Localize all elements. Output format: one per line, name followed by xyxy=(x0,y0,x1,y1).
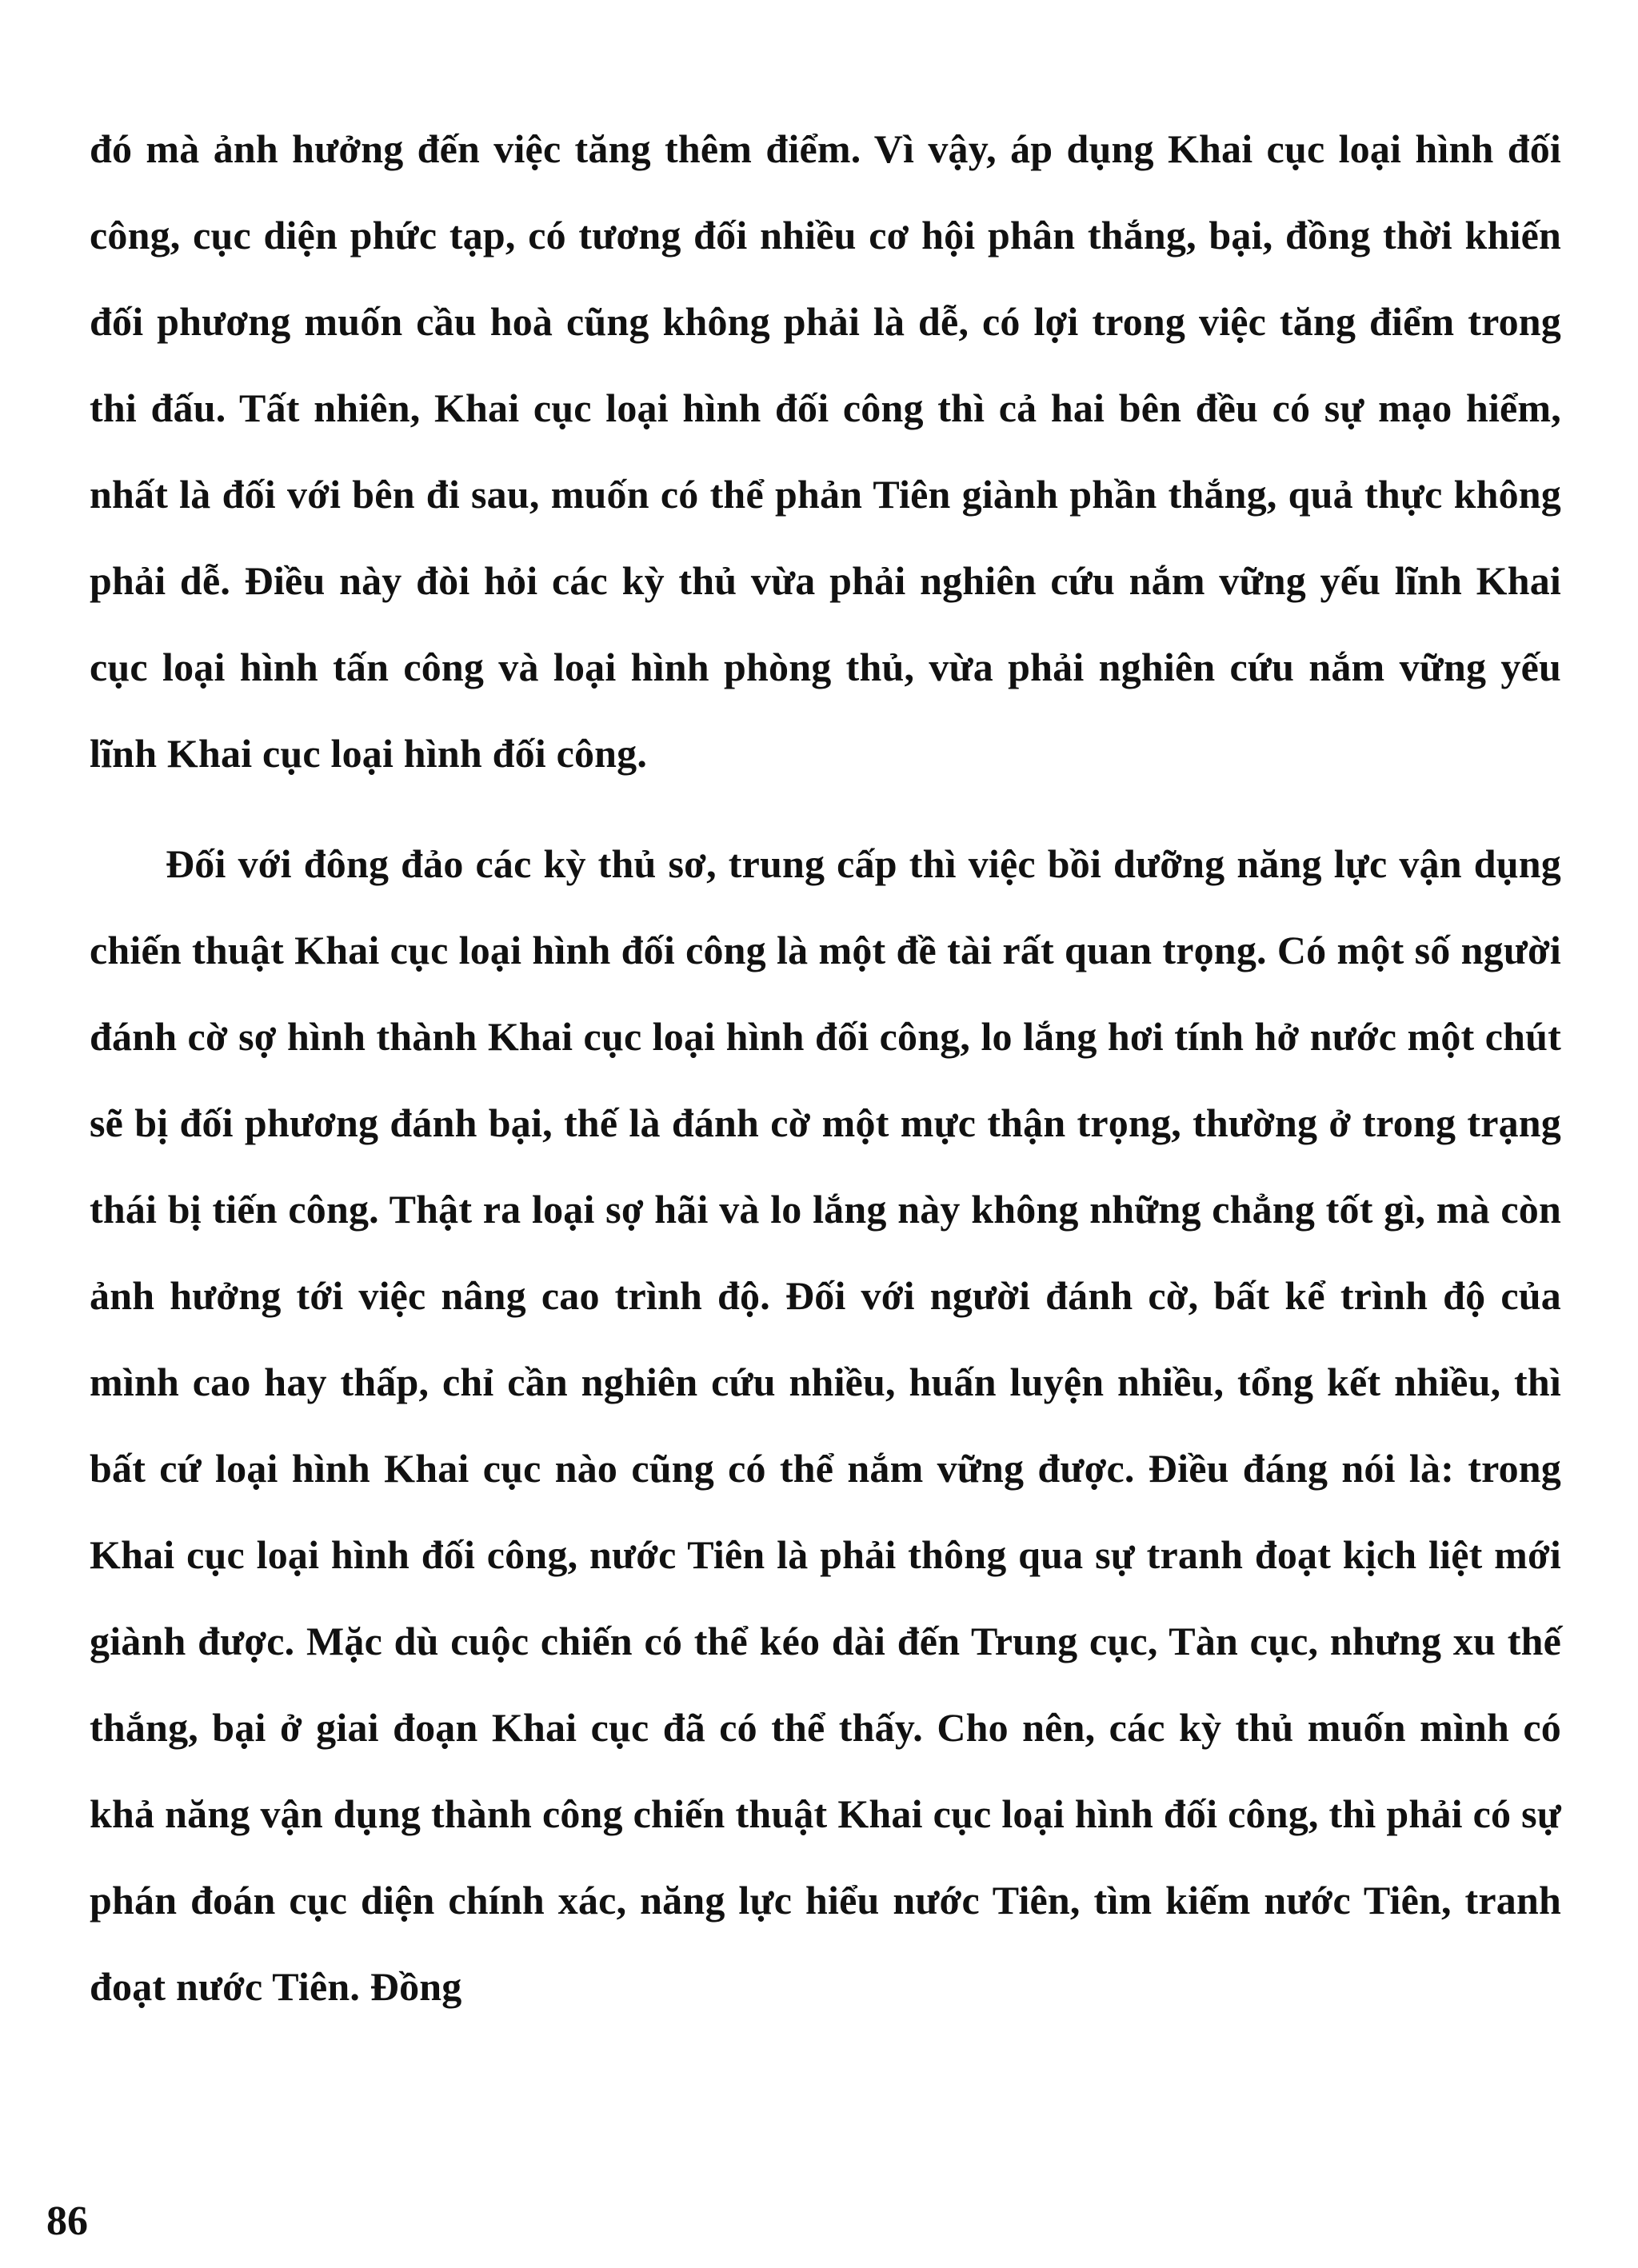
paragraph-continued: đó mà ảnh hưởng đến việc tăng thêm điểm. Vì vậy, áp dụng Khai cục loại hình đối công, cục diện phức tạp, có tương đối nhiều cơ hội phân thắng, bại, đồng thời khiến đối phương muốn cầu hoà cũng không phải là dễ, có lợi trong việc tăng điểm trong thi đấu. Tất nhiên, Khai cục loại hình đối công thì cả hai bên đều có sự mạo hiểm, nhất là đối với bên đi sau, muốn có thể phản Tiên giành phần thắng, quả thực không phải dễ. Điều này đòi hỏi các kỳ thủ vừa phải nghiên cứu nắm vững yếu lĩnh Khai cục loại hình tấn công và loại hình phòng thủ, vừa phải nghiên cứu nắm vững yếu lĩnh Khai cục loại hình đối công. xyxy=(90,126,1561,776)
paragraph-indented: Đối với đông đảo các kỳ thủ sơ, trung cấp thì việc bồi dưỡng năng lực vận dụng chiến thuật Khai cục loại hình đối công là một đề tài rất quan trọng. Có một số người đánh cờ sợ hình thành Khai cục loại hình đối công, lo lắng hơi tính hở nước một chút sẽ bị đối phương đánh bại, thế là đánh cờ một mực thận trọng, thường ở trong trạng thái bị tiến công. Thật ra loại sợ hãi và lo lắng này không những chẳng tốt gì, mà còn ảnh hưởng tới việc nâng cao trình độ. Đối với người đánh cờ, bất kể trình độ của mình cao hay thấp, chỉ cần nghiên cứu nhiều, huấn luyện nhiều, tổng kết nhiều, thì bất cứ loại hình Khai cục nào cũng có thể nắm vững được. Điều đáng nói là: trong Khai cục loại hình đối công, nước Tiên là phải thông qua sự tranh đoạt kịch liệt mới giành được. Mặc dù cuộc chiến có thể kéo dài đến Trung cục, Tàn cục, nhưng xu thế thắng, bại ở giai đoạn Khai cục đã có thể thấy. Cho nên, các kỳ thủ muốn mình có khả năng vận dụng thành công chiến thuật Khai cục loại hình đối công, thì phải có sự phán đoán cục diện chính xác, năng lực hiểu nước Tiên, tìm kiếm nước Tiên, tranh đoạt nước Tiên. Đồng xyxy=(90,841,1561,2009)
page-number: 86 xyxy=(46,2198,88,2244)
